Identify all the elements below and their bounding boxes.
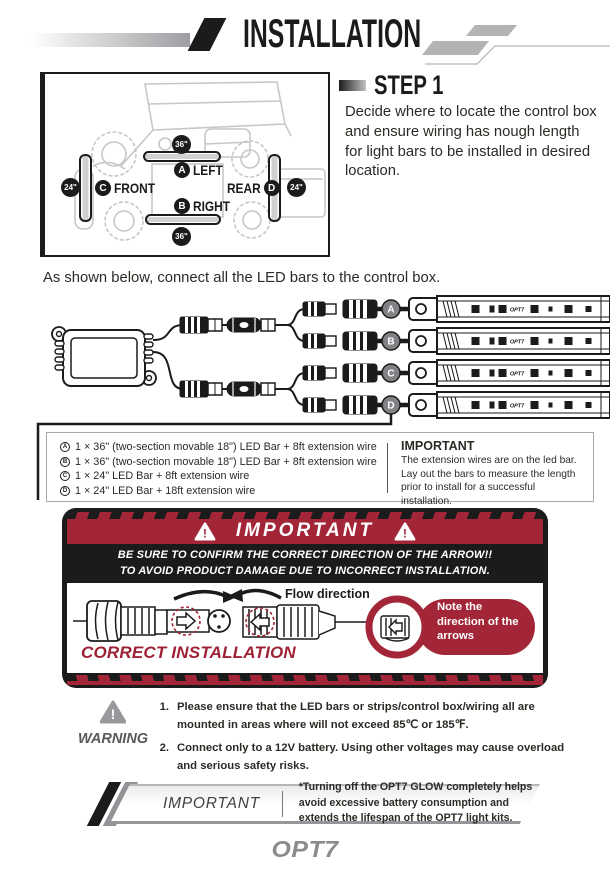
warning-triangle-gray-icon — [100, 700, 126, 724]
wire-letter-badges — [382, 300, 400, 414]
connect-instruction: As shown below, connect all the LED bars to the control box. — [43, 270, 441, 286]
footer-divider — [282, 791, 283, 817]
size-badge-36-top: 36" — [172, 135, 191, 154]
step1-body: Decide where to locate the control box and ensure wiring has nough length for light bars to be installed in desired location. — [345, 104, 597, 180]
svg-text:!: ! — [110, 706, 116, 722]
warning-item: 2. Connect only to a 12V battery. Using other voltages may cause overload and serious safety risks. — [159, 741, 565, 772]
front-label: FRONT — [114, 180, 155, 196]
warning-label: WARNING — [78, 731, 149, 747]
bar-brand-a: OPT7 — [509, 307, 525, 314]
legend-item-list — [60, 440, 377, 498]
sawtooth-top — [67, 512, 543, 519]
letter-b-badge: B — [174, 198, 190, 214]
bar-brand-d: OPT7 — [509, 403, 525, 410]
step-dash-icon — [339, 80, 366, 91]
header-slash-icon — [188, 18, 227, 51]
control-box — [52, 327, 156, 386]
bar-brand-b: OPT7 — [509, 339, 525, 346]
legend-letter-c: C — [60, 471, 70, 481]
legend-item: D 1 × 24" LED Bar + 18ft extension wire — [60, 484, 377, 499]
alert-title: IMPORTANT — [235, 520, 375, 541]
letter-d-badge: D — [264, 180, 280, 196]
wire-label-b: B — [387, 336, 395, 348]
label-row-left — [174, 162, 228, 178]
warning-item: 1. Please ensure that the LED bars or strips/control box/wiring all are mounted in areas where will not exceed 85℃ or 185℉. — [159, 701, 535, 732]
vehicle-position-diagram — [40, 72, 330, 257]
bar-brand-c: OPT7 — [509, 371, 525, 378]
alert-footer-strip — [67, 675, 543, 685]
rear-label: REAR — [226, 180, 261, 196]
alert-subtitle-line1: BE SURE TO CONFIRM THE CORRECT DIRECTION OF THE ARROW!! — [117, 549, 493, 561]
legend-note-title: IMPORTANT — [401, 439, 475, 453]
led-bar-right-36 — [145, 214, 221, 225]
right-label: RIGHT — [193, 198, 231, 214]
alert-subtitle-line2: TO AVOID PRODUCT DAMAGE DUE TO INCORRECT INSTALLATION. — [120, 564, 490, 577]
brand-logo-wrap — [0, 836, 610, 863]
parts-legend — [46, 432, 594, 507]
opt7-logo: OPT7 — [271, 836, 339, 862]
letter-a-badge: A — [174, 162, 190, 178]
page-title: INSTALLATION — [243, 12, 422, 56]
legend-note-body: The extension wires are on the led bar. Lay out the bars to measure the length prior to install for a successful installation. — [401, 455, 577, 507]
cable-lower — [153, 352, 183, 389]
alert-subtitle — [62, 544, 548, 583]
wire-label-d: D — [387, 400, 395, 412]
label-row-front — [95, 180, 162, 196]
size-badge-36-bottom: 36" — [172, 227, 191, 246]
sawtooth-bottom — [67, 675, 543, 681]
important-alert-box — [62, 508, 548, 688]
footer-note-text: *Turning off the OPT7 GLOW completely helps avoid excessive battery consumption and extends the lifespan of the OPT7 light kits. — [298, 780, 533, 825]
correct-installation-label: CORRECT INSTALLATION — [81, 643, 296, 663]
legend-divider — [387, 443, 388, 493]
legend-letter-d: D — [60, 486, 70, 496]
flow-direction-label: Flow direction — [285, 587, 370, 602]
legend-letter-a: A — [60, 442, 70, 452]
alert-header — [67, 512, 543, 544]
cable-upper — [153, 325, 183, 340]
note-direction-text: Note the direction of the arrows — [437, 601, 519, 642]
header-gradient-bar — [30, 33, 190, 47]
legend-item: B 1 × 36" (two-section movable 18") LED Bar + 8ft extension wire — [60, 455, 377, 470]
legend-item: A 1 × 36" (two-section movable 18") LED Bar + 8ft extension wire — [60, 440, 377, 455]
warning-list — [155, 698, 575, 779]
warning-triangle-icon — [194, 522, 216, 541]
legend-important-note — [401, 439, 587, 508]
wire-label-c: C — [387, 368, 395, 380]
led-bar-front-24 — [79, 154, 92, 222]
label-row-right — [174, 198, 237, 214]
left-label: LEFT — [193, 162, 223, 178]
wire-label-a: A — [387, 304, 395, 316]
footer-important-label: IMPORTANT — [162, 794, 261, 812]
alert-content — [67, 583, 543, 673]
svg-text:!: ! — [202, 526, 207, 540]
warning-triangle-icon — [394, 522, 416, 541]
label-row-rear — [221, 180, 280, 196]
footer-important-banner — [110, 780, 540, 825]
svg-text:!: ! — [403, 526, 408, 540]
legend-item: C 1 × 24" LED Bar + 8ft extension wire — [60, 469, 377, 484]
letter-c-badge: C — [95, 180, 111, 196]
alert-title-row — [67, 520, 543, 542]
size-badge-24-left: 24" — [61, 178, 80, 197]
size-badge-24-right: 24" — [287, 178, 306, 197]
step1-heading: STEP 1 — [374, 70, 444, 100]
header-decoration-slashes-icon — [415, 20, 610, 68]
legend-letter-b: B — [60, 457, 70, 467]
